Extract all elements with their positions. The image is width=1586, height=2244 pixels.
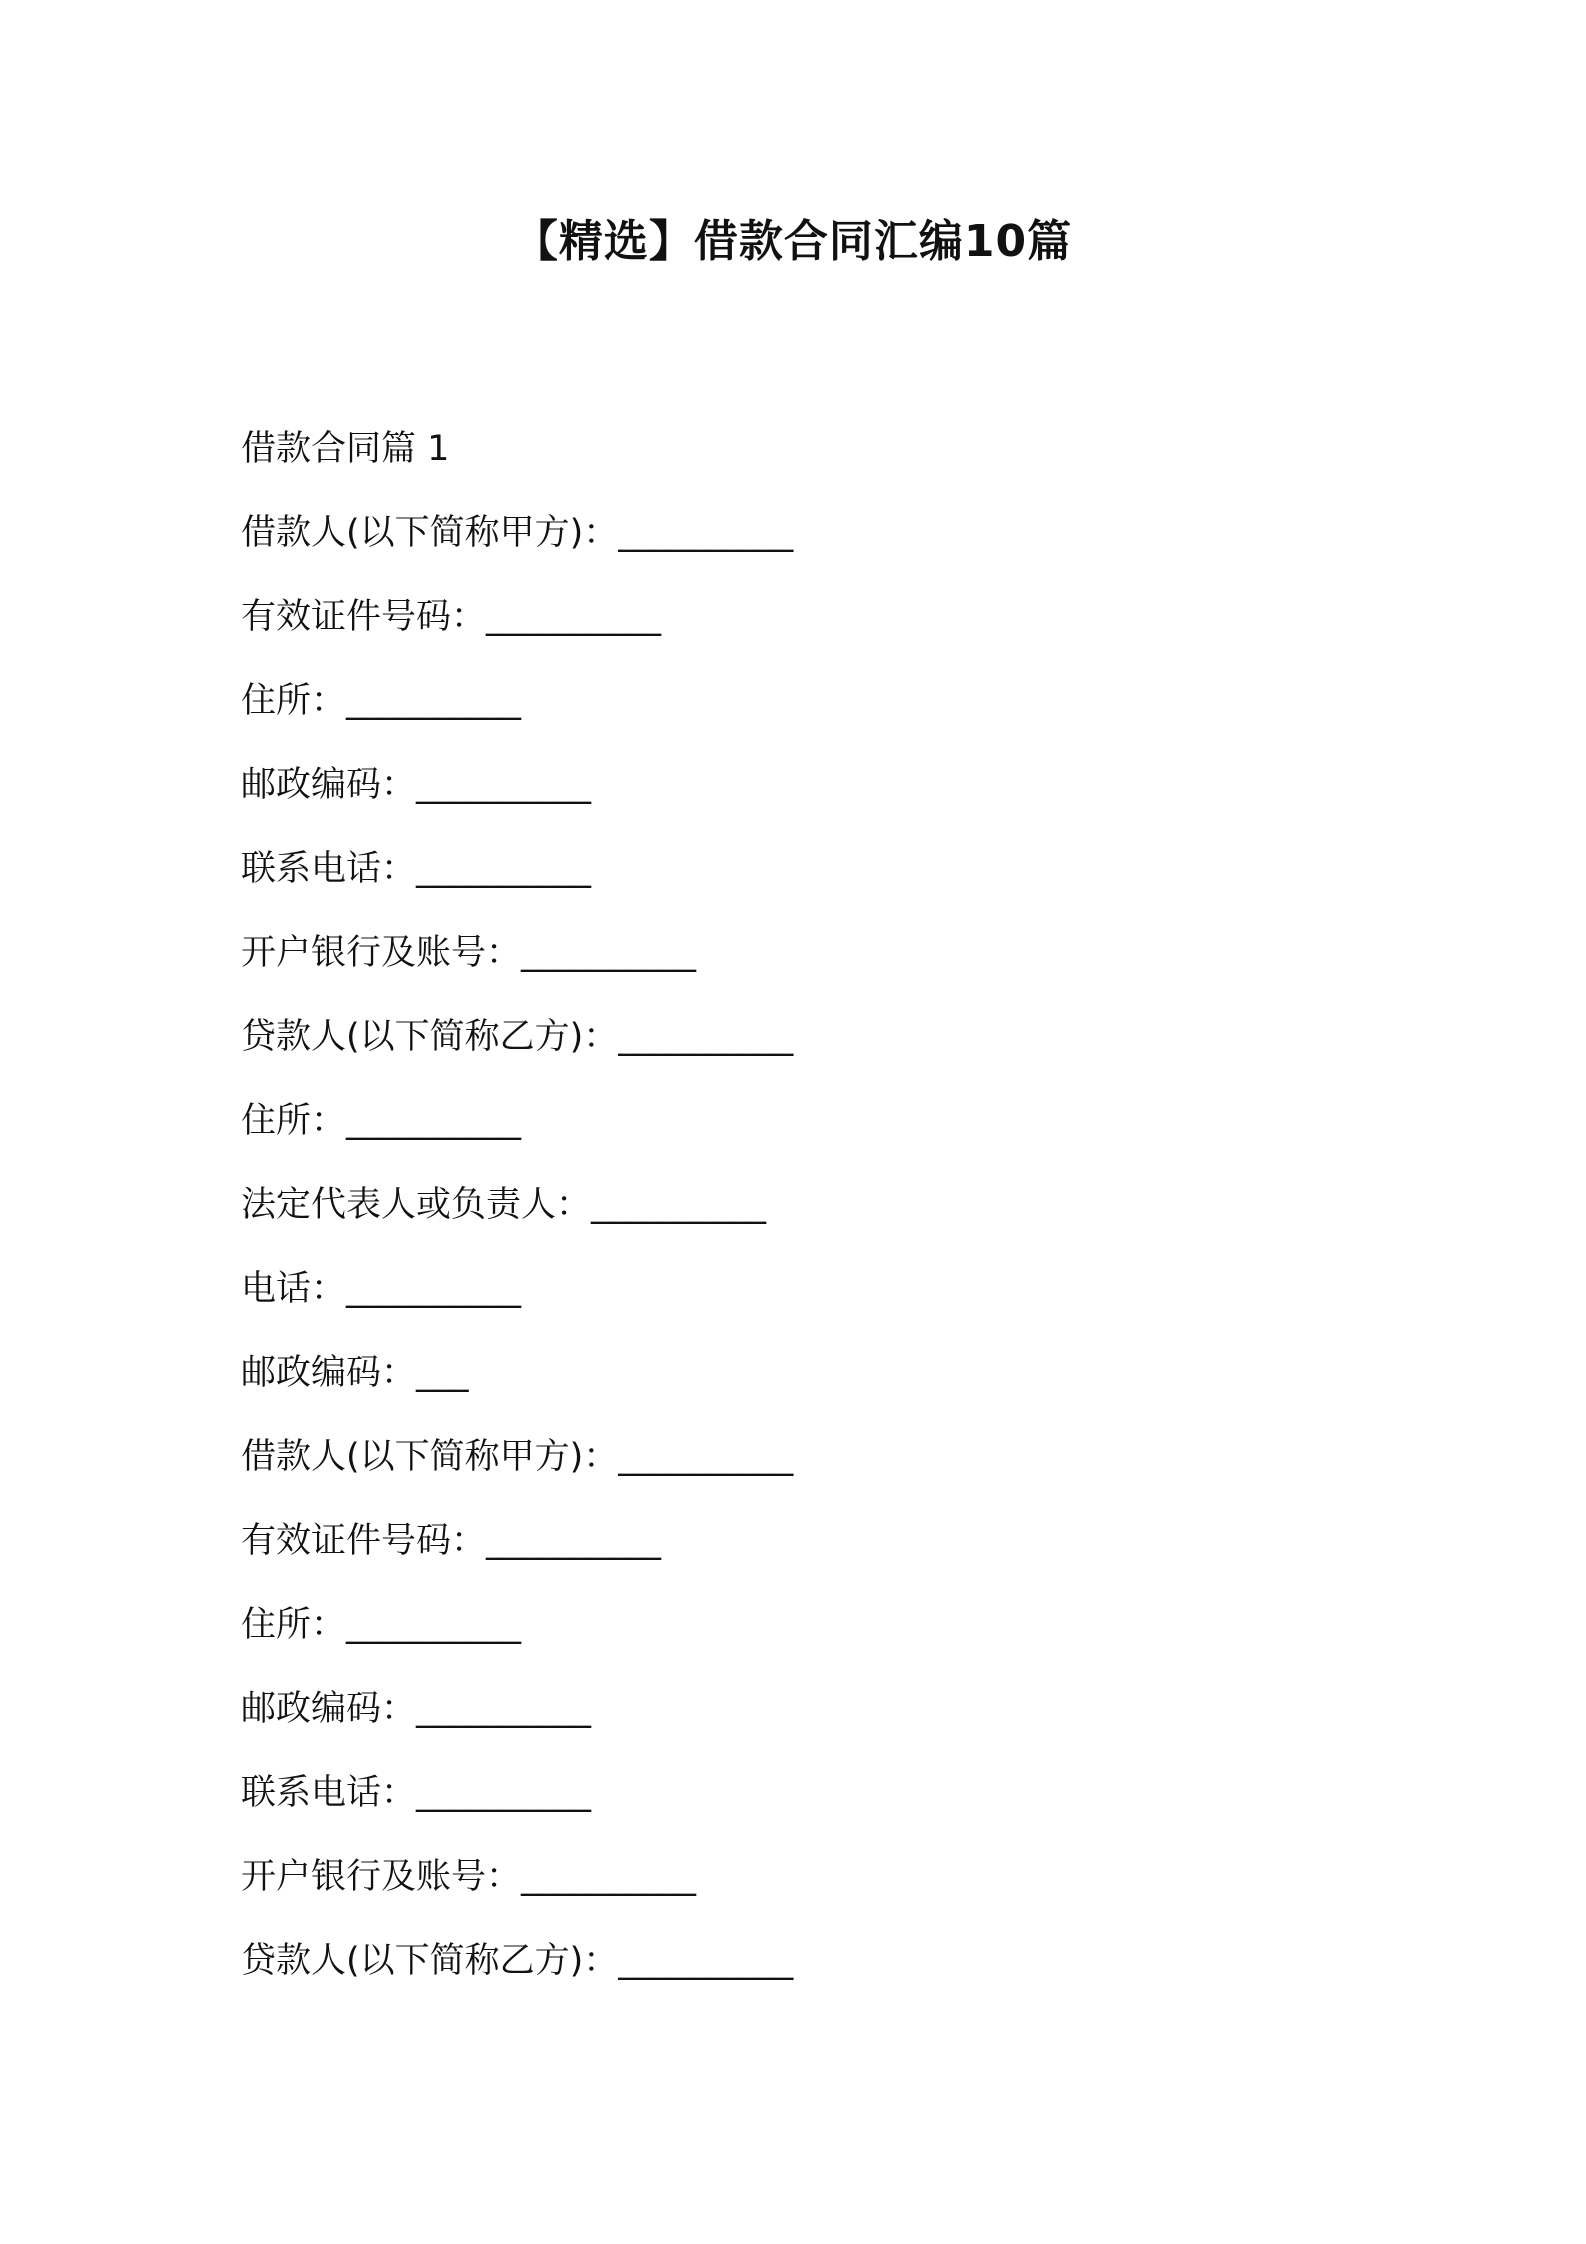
text-line: 开户银行及账号：__________ (241, 933, 697, 973)
text-line: 贷款人(以下简称乙方)：__________ (241, 1017, 794, 1057)
text-line: 联系电话：__________ (241, 849, 592, 889)
text-line: 邮政编码：__________ (241, 765, 592, 805)
text-line: 开户银行及账号：__________ (241, 1857, 697, 1897)
text-line: 法定代表人或负责人：__________ (241, 1185, 767, 1225)
text-line: 借款人(以下简称甲方)：__________ (241, 1437, 794, 1477)
text-line: 电话：__________ (241, 1269, 522, 1309)
section-heading: 借款合同篇 1 (241, 429, 450, 469)
text-line: 邮政编码：__________ (241, 1689, 592, 1729)
text-line: 借款人(以下简称甲方)：__________ (241, 513, 794, 553)
text-line: 有效证件号码：__________ (241, 597, 662, 637)
text-line: 住所：__________ (241, 681, 522, 721)
text-line: 有效证件号码：__________ (241, 1521, 662, 1561)
document-body (241, 407, 1341, 2003)
text-line: 联系电话：__________ (241, 1773, 592, 1813)
text-line: 邮政编码：___ (241, 1353, 469, 1393)
text-line: 住所：__________ (241, 1101, 522, 1141)
document-title: 【精选】借款合同汇编10篇 (513, 216, 1073, 267)
text-line: 住所：__________ (241, 1605, 522, 1645)
text-line: 贷款人(以下简称乙方)：__________ (241, 1941, 794, 1981)
